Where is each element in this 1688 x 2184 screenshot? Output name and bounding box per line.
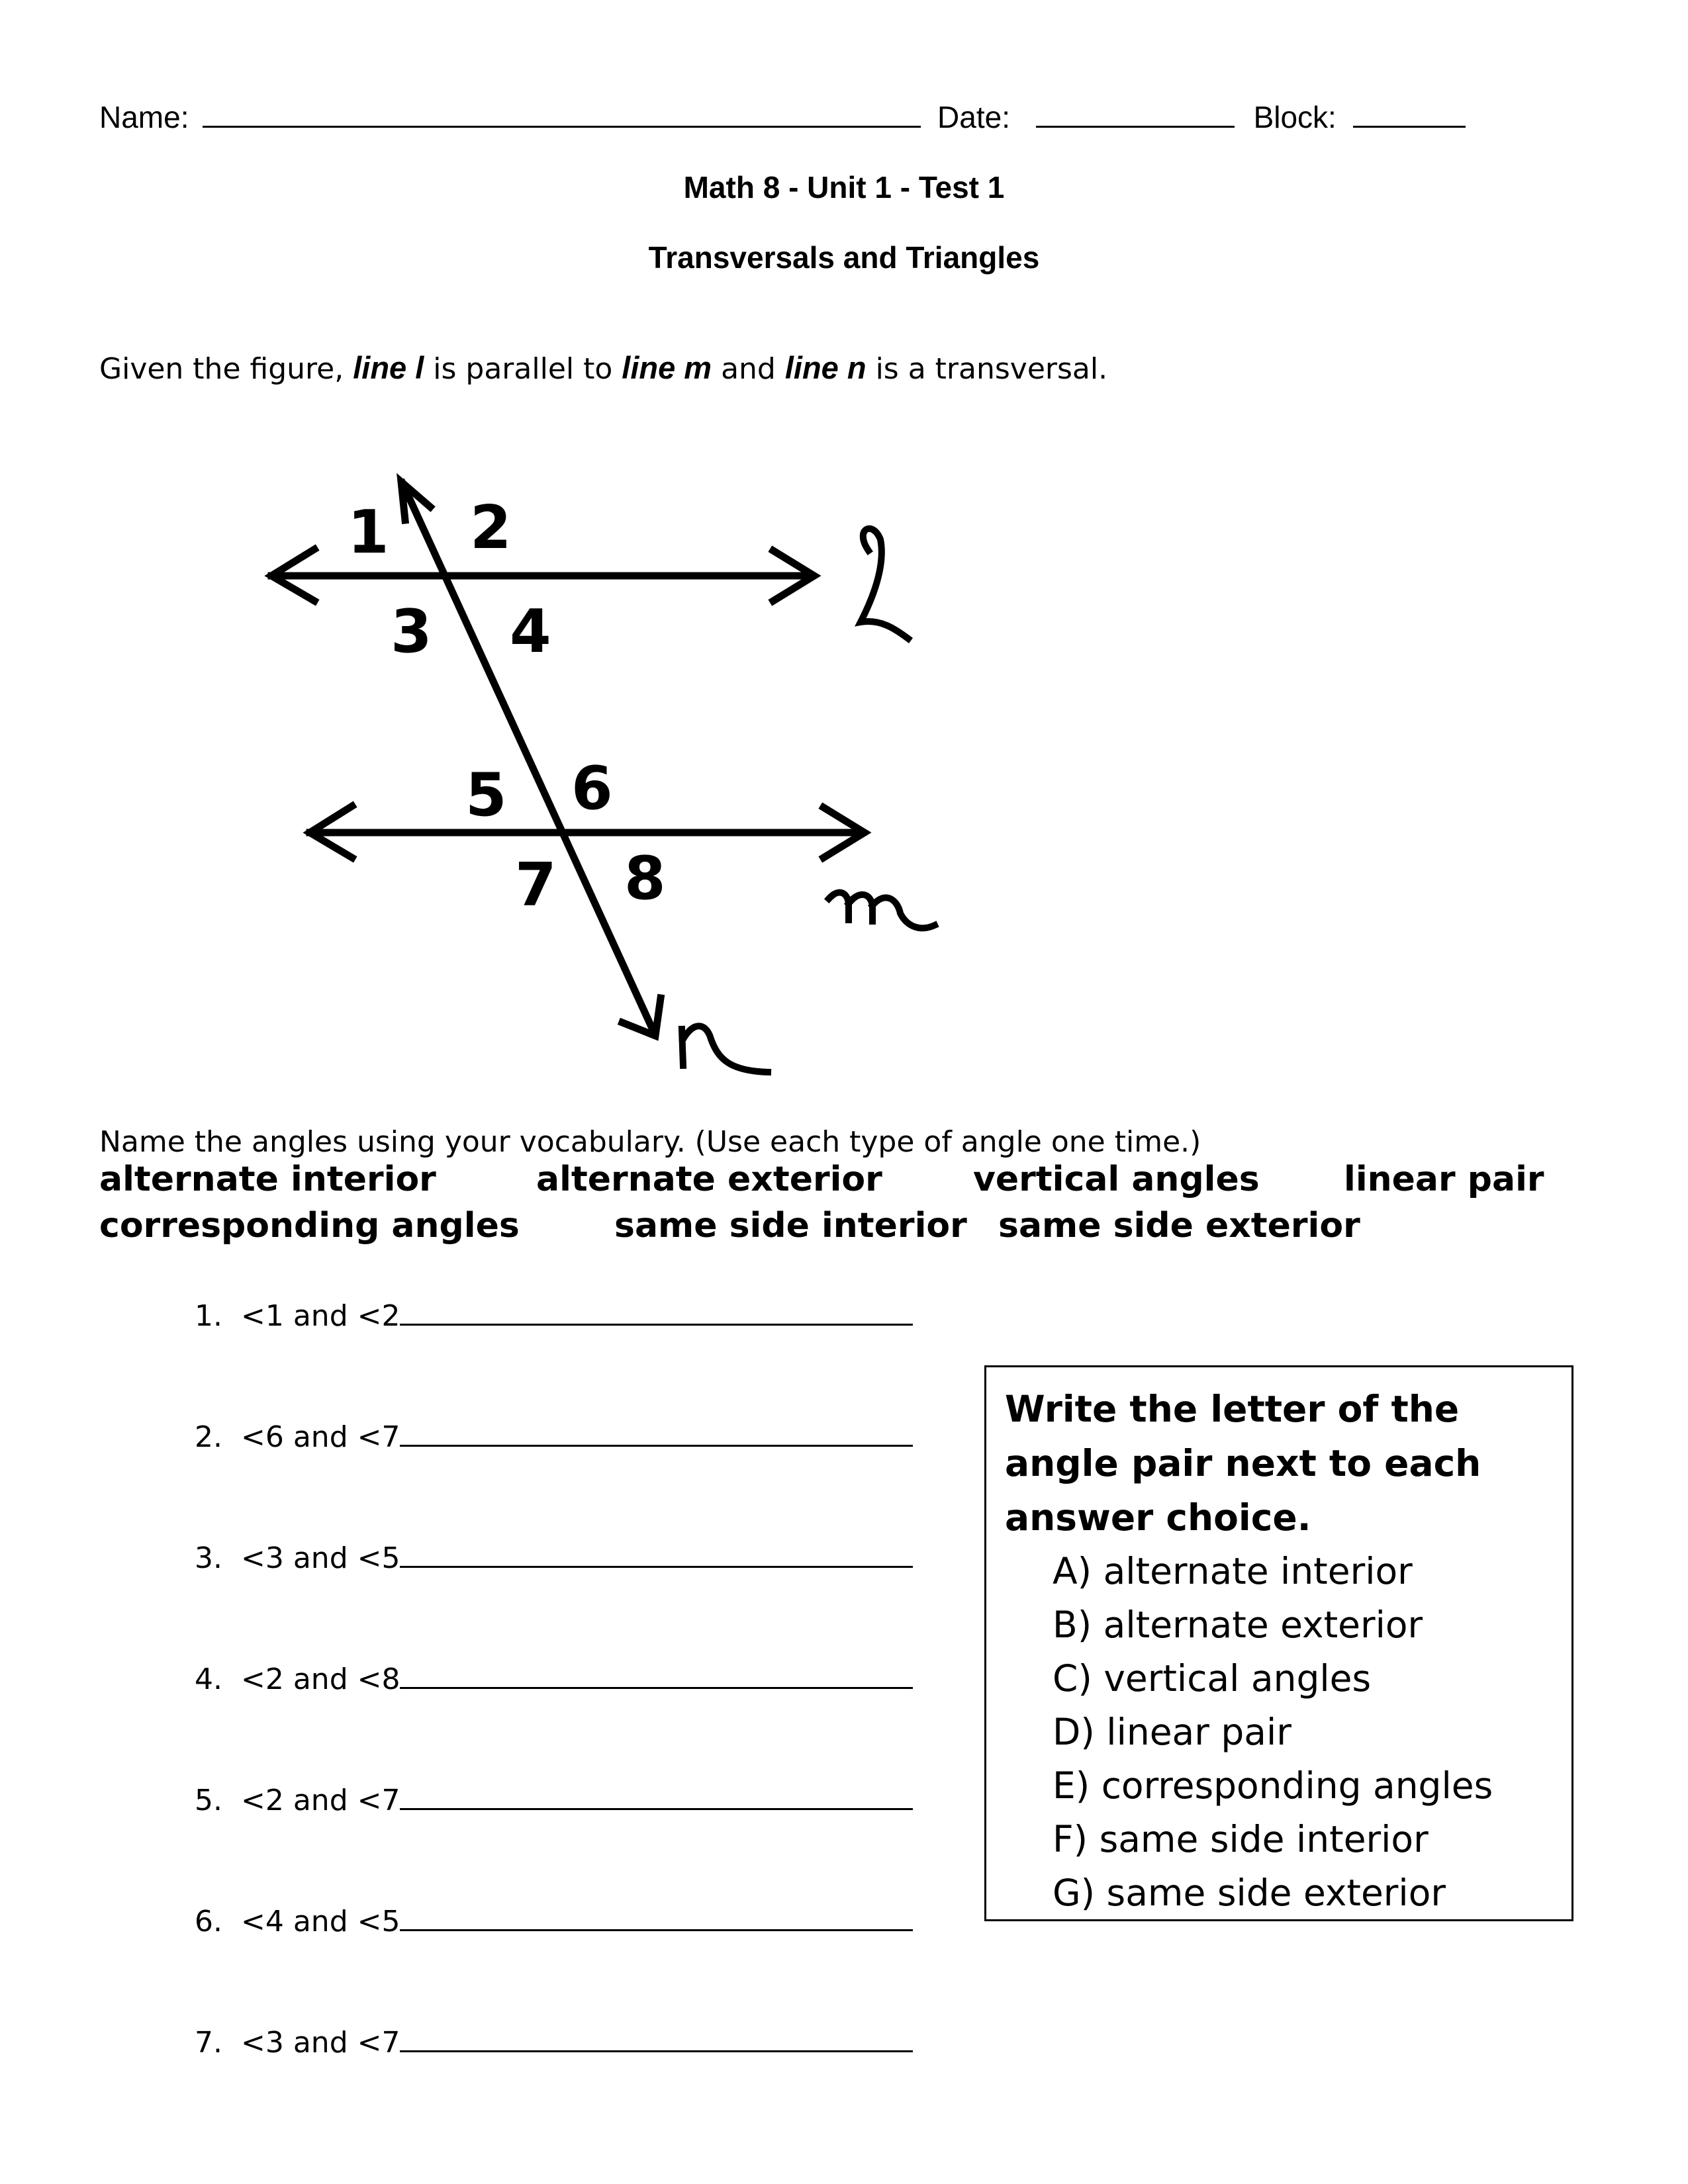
line-l-label [861, 529, 908, 639]
question-number: 5. [195, 1784, 222, 1817]
angle-label-5: 5 [465, 760, 507, 830]
answer-choices-box [984, 1365, 1573, 1921]
vocab-alternate-exterior: alternate exterior [536, 1160, 882, 1199]
line-l-term: line l [353, 350, 424, 385]
choice-b: B) alternate exterior [1053, 1604, 1423, 1646]
angle-label-2: 2 [470, 493, 512, 563]
given-text-4: is a transversal. [866, 352, 1108, 386]
block-label: Block: [1253, 100, 1336, 134]
angle-label-6: 6 [571, 754, 613, 823]
choice-f: F) same side interior [1053, 1818, 1429, 1860]
line-m-label [829, 893, 935, 929]
question-4 [171, 1661, 913, 1696]
vocab-alternate-interior: alternate interior [99, 1160, 436, 1199]
page-title: Math 8 - Unit 1 - Test 1 [683, 170, 1005, 205]
line-m-term: line m [622, 350, 712, 385]
choice-d: D) linear pair [1053, 1711, 1291, 1753]
question-text: <3 and <7 [241, 2026, 400, 2060]
vocab-corresponding-angles: corresponding angles [99, 1206, 520, 1246]
instruction-text: Name the angles using your vocabulary. (Use each type of angle one time.) [99, 1125, 1201, 1159]
question-5 [171, 1782, 913, 1817]
vocab-same-side-interior: same side interior [614, 1206, 967, 1246]
question-2 [171, 1418, 913, 1454]
answer-box-title: Write the letter of the angle pair next to each answer choice. [1005, 1388, 1481, 1539]
angle-label-1: 1 [348, 498, 389, 567]
line-n-label [682, 1026, 768, 1072]
given-text-2: is parallel to [424, 352, 622, 386]
question-text: <2 and <8 [241, 1662, 400, 1696]
answer-line-7[interactable] [400, 2024, 913, 2052]
answer-line-3[interactable] [400, 1539, 913, 1568]
answer-line-5[interactable] [400, 1782, 913, 1810]
question-text: <2 and <7 [241, 1784, 400, 1817]
question-number: 4. [195, 1662, 222, 1696]
vocab-vertical-angles: vertical angles [973, 1160, 1260, 1199]
choice-e: E) corresponding angles [1053, 1764, 1493, 1807]
choice-a: A) alternate interior [1053, 1550, 1413, 1592]
question-text: <4 and <5 [241, 1905, 400, 1938]
question-1 [171, 1297, 913, 1333]
line-n-term: line n [784, 350, 867, 385]
question-number: 1. [195, 1299, 222, 1333]
vocab-same-side-exterior: same side exterior [998, 1206, 1360, 1246]
answer-line-2[interactable] [400, 1418, 913, 1447]
question-number: 7. [195, 2026, 222, 2060]
name-label: Name: [99, 100, 189, 134]
given-text-3: and [712, 352, 785, 386]
angle-label-8: 8 [624, 844, 666, 913]
answer-line-6[interactable] [400, 1903, 913, 1931]
answer-choices-list [1005, 1545, 1553, 1920]
date-label: Date: [937, 100, 1010, 134]
angle-label-3: 3 [391, 597, 432, 666]
answer-line-1[interactable] [400, 1297, 913, 1326]
question-number: 3. [195, 1541, 222, 1575]
answer-line-4[interactable] [400, 1661, 913, 1689]
question-number: 2. [195, 1420, 222, 1454]
question-text: <6 and <7 [241, 1420, 400, 1454]
page-subtitle: Transversals and Triangles [648, 240, 1040, 275]
question-6 [171, 1903, 913, 1938]
choice-g: G) same side exterior [1053, 1872, 1446, 1914]
angle-label-7: 7 [515, 850, 557, 920]
question-3 [171, 1539, 913, 1575]
question-7 [171, 2024, 913, 2060]
question-text: <3 and <5 [241, 1541, 400, 1575]
choice-c: C) vertical angles [1053, 1657, 1372, 1700]
question-text: <1 and <2 [241, 1299, 400, 1333]
given-text-1: Given the figure, [99, 352, 353, 386]
question-number: 6. [195, 1905, 222, 1938]
angle-label-4: 4 [510, 597, 551, 666]
vocab-linear-pair: linear pair [1344, 1160, 1544, 1199]
line-n [402, 483, 654, 1032]
